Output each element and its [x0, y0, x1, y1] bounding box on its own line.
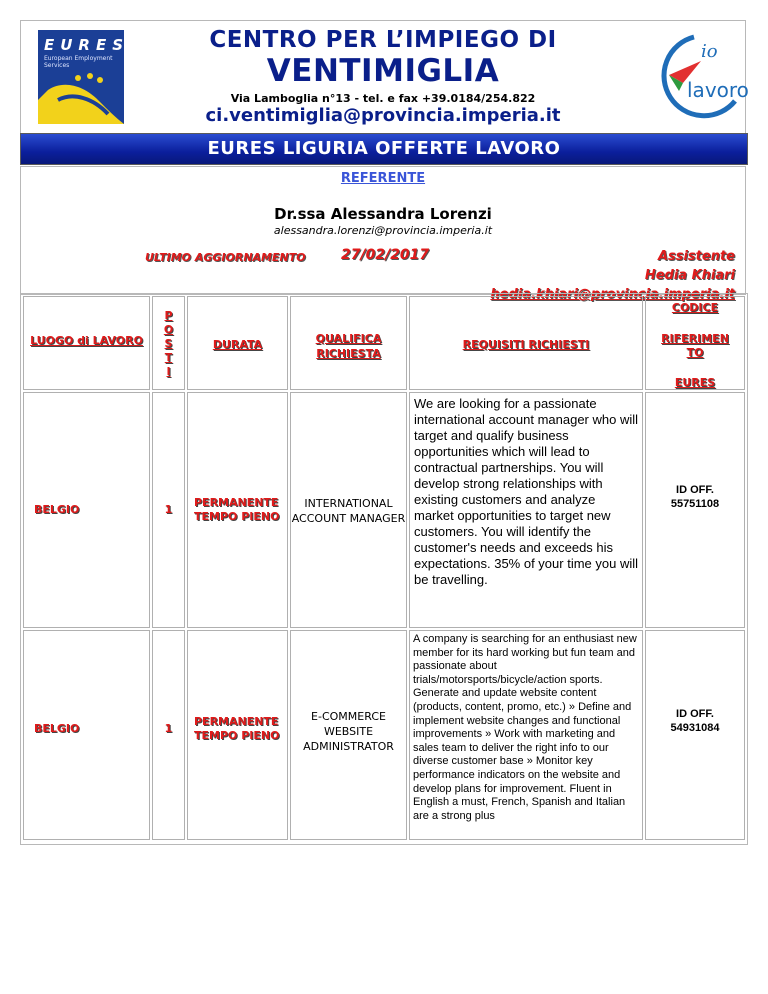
row2-id-value: 54931084	[670, 722, 720, 734]
row2-qualifica-text	[291, 709, 406, 754]
header-codice-text: CODICE	[671, 301, 719, 314]
row1-posti-text: 1	[164, 503, 173, 516]
row1-requisiti	[409, 392, 643, 628]
row2-durata	[187, 630, 288, 840]
row2-luogo-text: BELGIO	[34, 722, 80, 735]
header-title-line2: VENTIMIGLIA	[266, 53, 500, 89]
page-header	[20, 20, 749, 134]
header-posti	[152, 296, 185, 390]
row1-qualifica-line1: INTERNATIONAL	[304, 497, 393, 510]
io-lavoro-logo	[639, 31, 749, 123]
row2-requisiti	[409, 630, 643, 840]
row1-codice-text	[646, 483, 744, 511]
io-lavoro-logo-graphic	[639, 31, 749, 123]
header-email[interactable]: ci.ventimiglia@provincia.imperia.it	[205, 105, 561, 126]
row1-durata	[187, 392, 288, 628]
assistant-label: Assistente	[657, 249, 735, 264]
eures-logo-word: EURES	[44, 36, 130, 54]
header-codice	[645, 296, 745, 390]
row2-codice	[645, 630, 745, 840]
row2-requisiti-text: A company is searching for an enthusiast new member for its hard working but fun team and passionate about trials/motorsports/bicycle/action sports. Generate and update website content (products, content, promo, etc.) » Define and implement website changes and functional improvements » Work with marketing and sales team to deliver the right info to our diverse customer base » Monitor key performance indicators on the website and develop plans for improvement. Fluent in English a must, French, Spanish and Italian are a strong plus	[413, 633, 637, 822]
contact-info	[20, 166, 746, 302]
header-luogo	[23, 296, 150, 390]
row2-qualifica-line1: E-COMMERCE	[311, 710, 386, 723]
row1-luogo	[23, 392, 150, 628]
io-lavoro-logo-word: lavoro	[687, 78, 749, 102]
row1-qualifica-line2: ACCOUNT MANAGER	[291, 512, 406, 525]
header-requisiti-text: REQUISITI RICHIESTI	[462, 338, 590, 351]
referente-email[interactable]: alessandra.lorenzi@provincia.imperia.it	[273, 224, 493, 237]
row2-durata-line1: PERMANENTE	[194, 715, 279, 728]
eures-logo-subtitle: European Employment Services	[44, 55, 113, 69]
row1-durata-line1: PERMANENTE	[194, 496, 279, 509]
row2-qualifica	[290, 630, 407, 840]
row2-qualifica-line3: ADMINISTRATOR	[303, 740, 394, 753]
header-eures-text: EURES	[674, 376, 716, 389]
row1-requisiti-text: We are looking for a passionate international account manager who will target and qualify business opportunities which will lead to contractual partnerships. You will develop strong relationships with existing customers and analyze market opportunities to target new customers. You will identify the customer's needs and exceeds his expectations. 35% of your time you will be travelling.	[414, 396, 639, 587]
header-luogo-text: LUOGO di LAVORO	[30, 334, 143, 347]
row1-durata-line2: TEMPO PIENO	[194, 510, 280, 523]
row1-id-value: 55751108	[670, 498, 720, 510]
row2-codice-text	[646, 707, 744, 735]
row2-posti-text: 1	[164, 722, 173, 735]
header-qualifica-text: QUALIFICA RICHIESTA	[315, 332, 382, 360]
row1-qualifica	[290, 392, 407, 628]
header-qualifica	[290, 296, 407, 390]
row2-luogo	[23, 630, 150, 840]
header-posti-text	[153, 309, 184, 379]
row1-luogo-text: BELGIO	[34, 503, 80, 516]
header-title-line1: CENTRO PER L’IMPIEGO DI	[209, 27, 557, 53]
header-address: Via Lamboglia n°13 - tel. e fax +39.0184/254.822	[230, 92, 536, 105]
update-date: 27/02/2017	[341, 247, 430, 263]
row1-qualifica-text	[291, 496, 406, 526]
row2-durata-line2: TEMPO PIENO	[194, 729, 280, 742]
update-label: ULTIMO AGGIORNAMENTO	[145, 251, 306, 264]
referente-label[interactable]: REFERENTE	[340, 171, 426, 186]
assistant-name: Hedia Khiari	[644, 268, 735, 283]
row2-id-label: ID OFF.	[676, 708, 714, 720]
title-banner	[20, 133, 748, 165]
referente-name: Dr.ssa Alessandra Lorenzi	[274, 205, 492, 223]
assistant-email[interactable]: hedia.khiari@provincia.imperia.it	[490, 287, 735, 302]
header-durata-text: DURATA	[212, 338, 263, 351]
row1-posti	[152, 392, 185, 628]
row2-posti	[152, 630, 185, 840]
title-banner-text: EURES LIGURIA OFFERTE LAVORO	[207, 138, 561, 159]
row1-durata-text	[194, 496, 279, 524]
header-requisiti	[409, 296, 643, 390]
header-riferimento-text: RIFERIMEN TO	[661, 332, 729, 359]
row2-durata-text	[194, 715, 279, 743]
row2-qualifica-line2: WEBSITE	[323, 725, 374, 738]
job-offers-table	[20, 293, 748, 845]
row1-id-label: ID OFF.	[676, 484, 714, 496]
row1-codice	[645, 392, 745, 628]
header-posti-letters: P O S T I	[163, 309, 174, 378]
header-durata	[187, 296, 288, 390]
eures-logo	[38, 30, 130, 124]
io-lavoro-logo-io: io	[701, 41, 718, 62]
